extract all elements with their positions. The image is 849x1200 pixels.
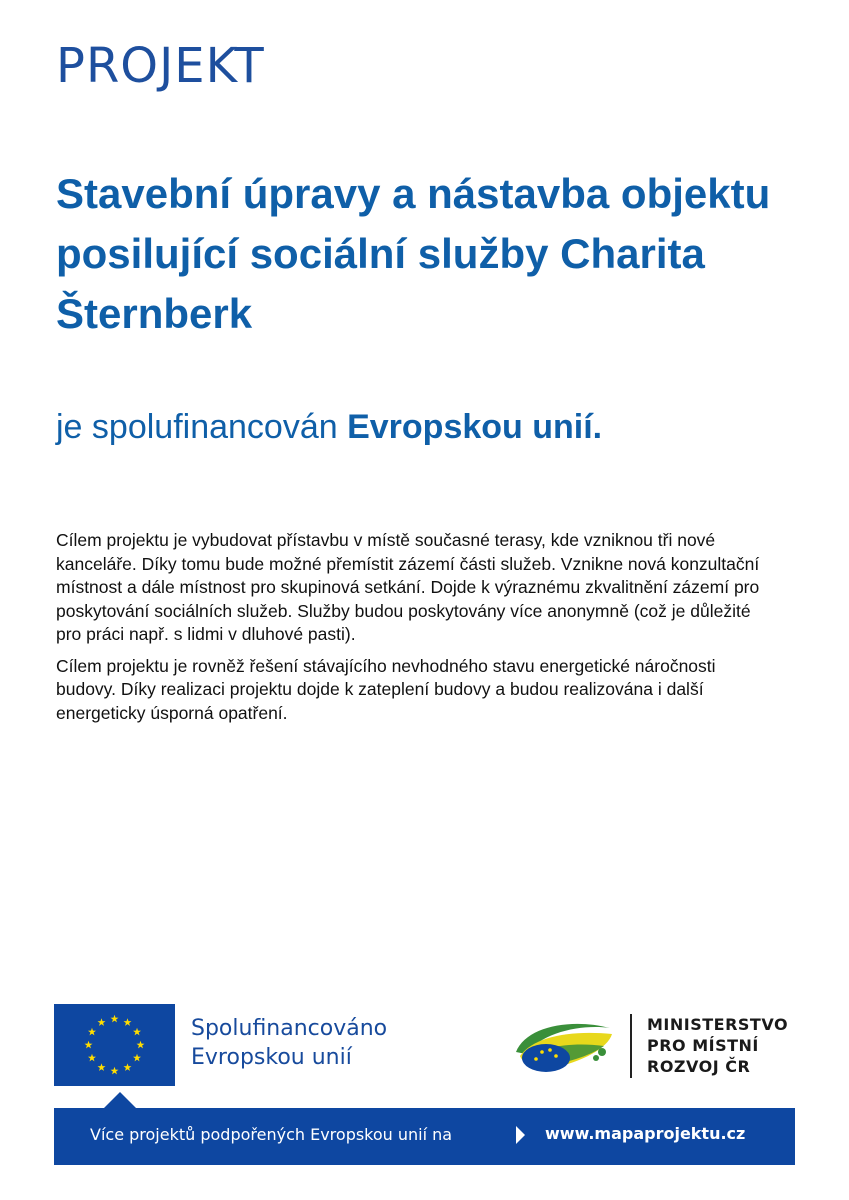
eu-star-icon bbox=[137, 1041, 145, 1049]
project-title: Stavební úpravy a nástavba objektu posilující sociální služby Charita Šternberk bbox=[56, 170, 771, 337]
project-label: PROJEKT bbox=[56, 38, 265, 94]
eu-star-icon bbox=[98, 1018, 106, 1026]
eu-star-icon bbox=[88, 1028, 96, 1036]
play-arrow-icon bbox=[516, 1126, 525, 1144]
logo-divider bbox=[630, 1014, 632, 1078]
eu-star-icon bbox=[85, 1041, 93, 1049]
cofinancing-prefix: je spolufinancován bbox=[56, 408, 348, 446]
eu-cofinancing-logo bbox=[54, 1004, 454, 1086]
eu-star-icon bbox=[124, 1063, 132, 1071]
eu-star-icon bbox=[98, 1063, 106, 1071]
eu-logo-line1: Spolufinancováno bbox=[191, 1016, 388, 1041]
ministry-line1: MINISTERSTVO bbox=[647, 1015, 789, 1034]
description-paragraph: Cílem projektu je rovněž řešení stávajícího nevhodného stavu energetické náročnosti budovy. Díky realizaci projektu dojde k zateplení budovy a budou realizována i další energeticky úsporná opatření. bbox=[56, 655, 716, 723]
banner-text: Více projektů podpořených Evropskou unií na bbox=[90, 1125, 453, 1144]
eu-star-icon bbox=[111, 1015, 119, 1023]
eu-star-icon bbox=[111, 1067, 119, 1075]
eu-flag-icon bbox=[54, 1004, 175, 1086]
project-description bbox=[56, 529, 776, 733]
eu-star-icon bbox=[124, 1018, 132, 1026]
cofinancing-emphasis: Evropskou unií. bbox=[347, 408, 603, 446]
banner-notch bbox=[104, 1092, 136, 1108]
eu-star-icon bbox=[133, 1028, 141, 1036]
description-paragraph: Cílem projektu je vybudovat přístavbu v místě současné terasy, kde vzniknou tři nové kanceláře. Díky tomu bude možné přemístit zázemí části služeb. Vznikne nová konzultační místnost a dále místnost pro skupinová setkání. Dojde k výraznému zkvalitnění zázemí pro poskytování sociálních služeb. Služby budou poskytovány více anonymně (což je důležité pro práci např. s lidmi v dluhové pasti). bbox=[56, 530, 760, 644]
ministry-line3: ROZVOJ ČR bbox=[647, 1057, 751, 1076]
ministry-name bbox=[647, 1014, 788, 1077]
eu-logo-line2: Evropskou unií bbox=[191, 1045, 352, 1070]
eu-star-icon bbox=[133, 1054, 141, 1062]
mapaprojektu-link[interactable]: www.mapaprojektu.cz bbox=[545, 1124, 746, 1143]
eu-star-icon bbox=[88, 1054, 96, 1062]
ministry-line2: PRO MÍSTNÍ bbox=[647, 1036, 759, 1055]
cofinancing-statement bbox=[56, 408, 602, 447]
mmr-logo-icon bbox=[512, 1012, 617, 1080]
eu-logo-text bbox=[191, 1014, 387, 1072]
